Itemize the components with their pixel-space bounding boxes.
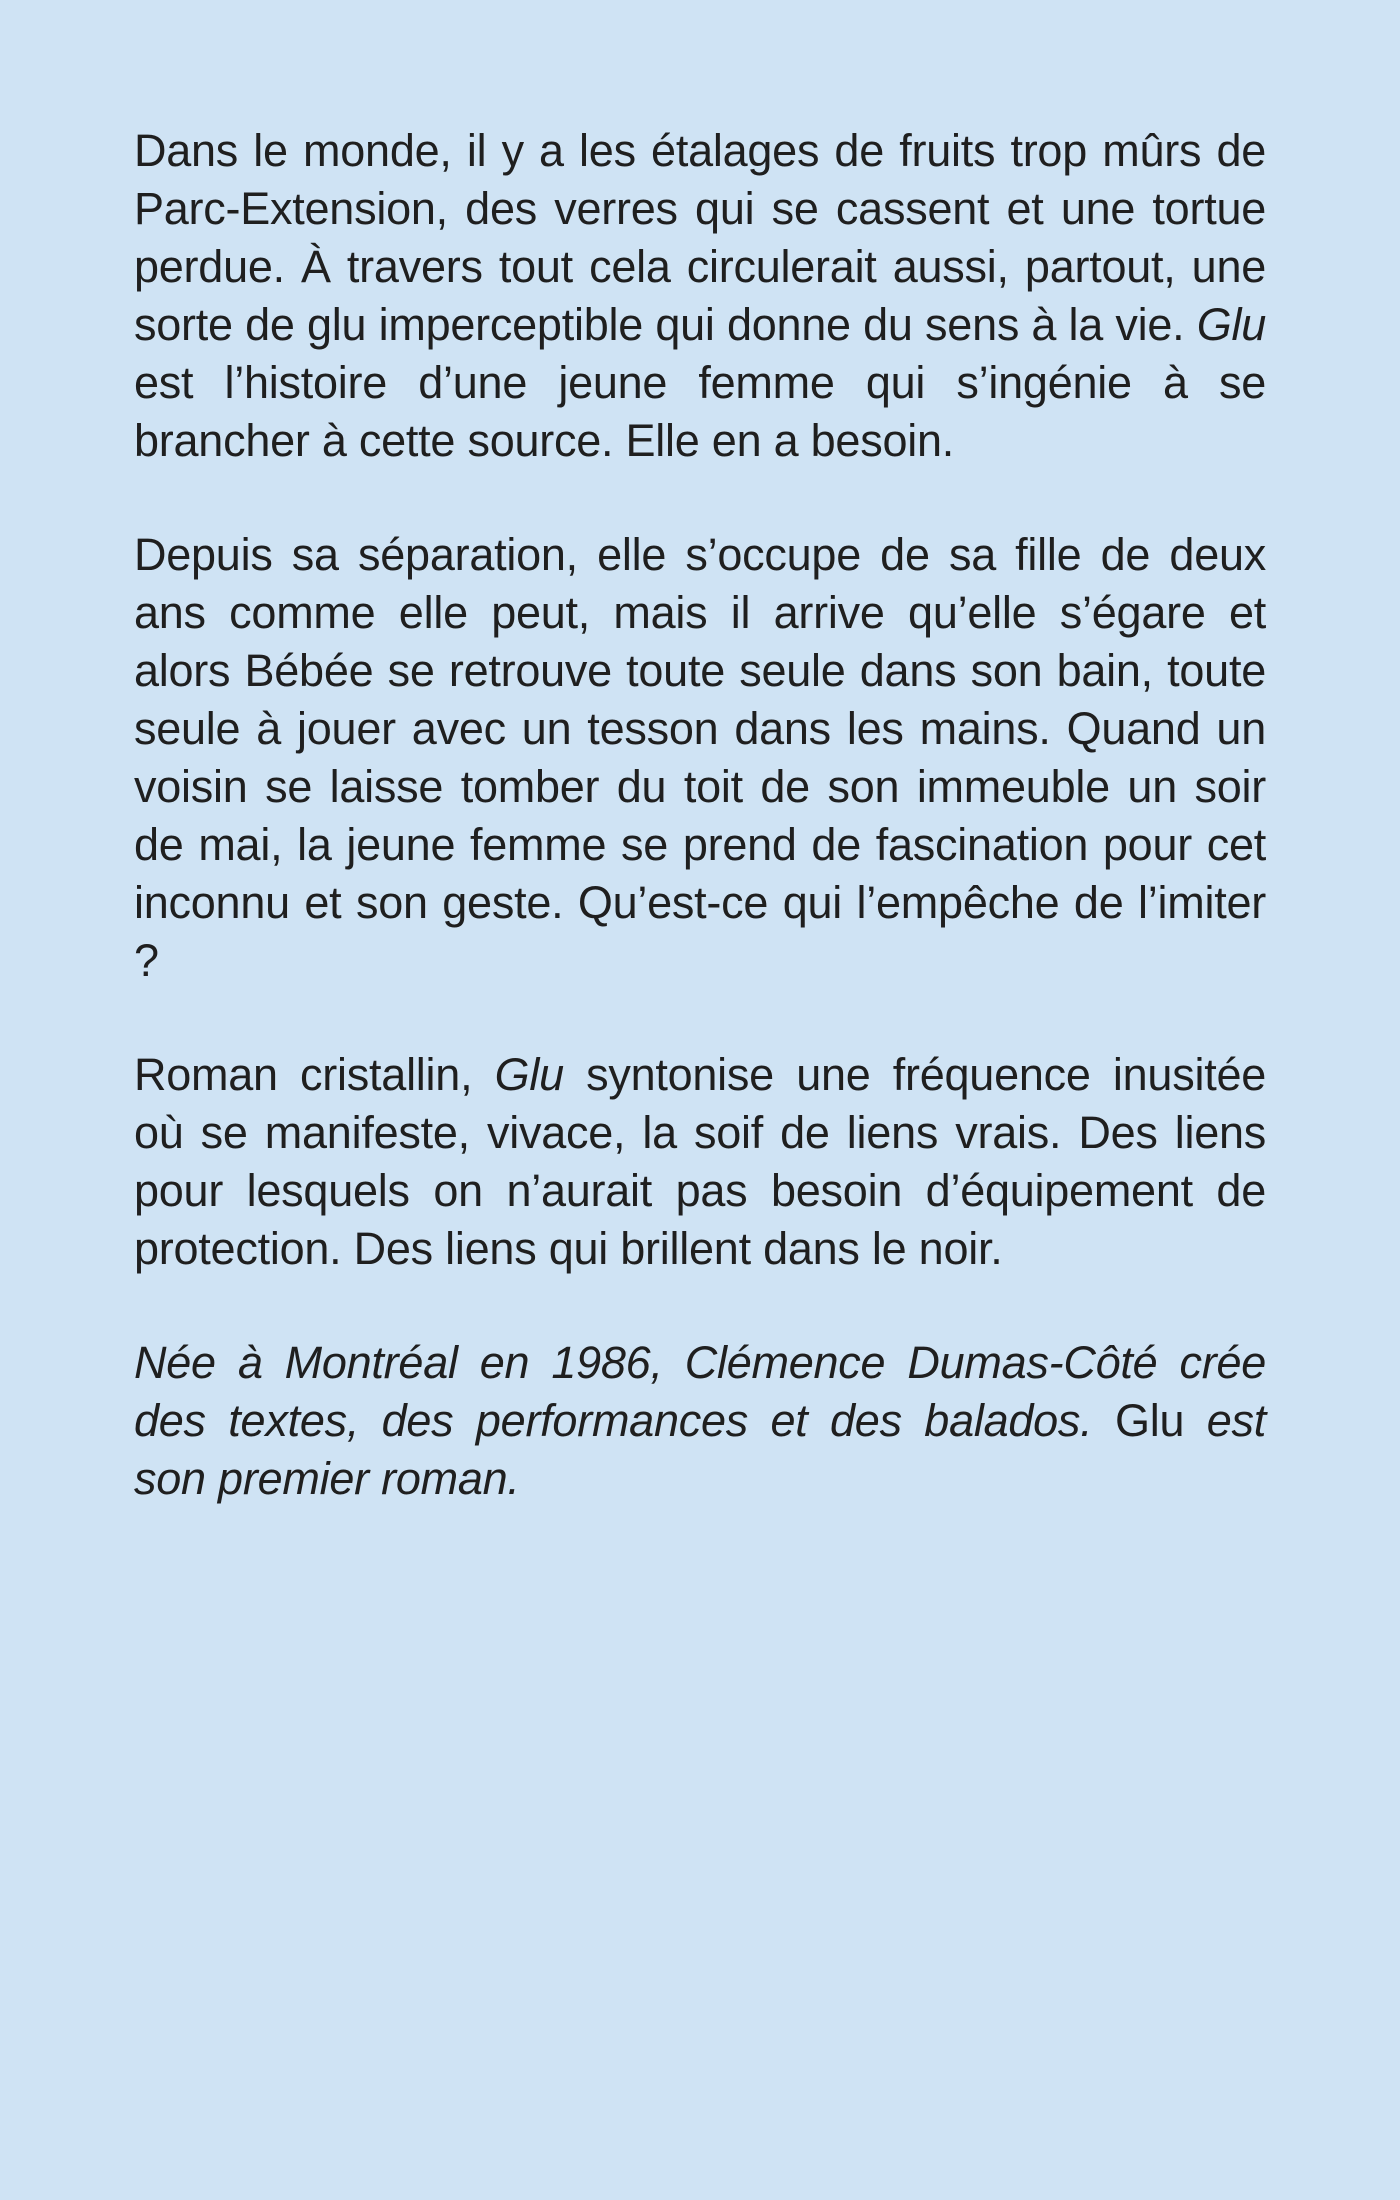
author-bio-text-a: Née à Montréal en 1986, Clémence Dumas-Côté crée des textes, des performances et des balados. xyxy=(134,1337,1266,1446)
description-paragraph-2 xyxy=(134,526,1266,990)
book-description xyxy=(134,122,1266,1508)
paragraph-1-text-a: Dans le monde, il y a les étalages de fruits trop mûrs de Parc-Extension, des verres qui se cassent et une tortue perdue. À travers tout cela circulerait aussi, partout, une sorte de glu imperceptible qui donne du sens à la vie. xyxy=(134,125,1266,350)
paragraph-2-text: Depuis sa séparation, elle s’occupe de sa fille de deux ans comme elle peut, mais il arrive qu’elle s’égare et alors Bébée se retrouve toute seule dans son bain, toute seule à jouer avec un tesson dans les mains. Quand un voisin se laisse tomber du toit de son immeuble un soir de mai, la jeune femme se prend de fascination pour cet inconnu et son geste. Qu’est-ce qui l’empêche de l’imiter ? xyxy=(134,529,1266,986)
paragraph-1-text-b: est l’histoire d’une jeune femme qui s’ingénie à se brancher à cette source. Elle en a besoin. xyxy=(134,357,1266,466)
book-title-roman: Glu xyxy=(1114,1395,1185,1446)
paragraph-3-text-a: Roman cristallin, xyxy=(134,1049,495,1100)
paragraph-3-text-b: syntonise une fréquence inusitée où se manifeste, vivace, la soif de liens vrais. Des liens pour lesquels on n’aurait pas besoin d’équipement de protection. Des liens qui brillent dans le noir. xyxy=(134,1049,1266,1274)
book-title-italic: Glu xyxy=(494,1049,564,1100)
author-bio xyxy=(134,1334,1266,1508)
author-bio-text-b: est son premier roman. xyxy=(134,1395,1266,1504)
description-paragraph-3 xyxy=(134,1046,1266,1278)
description-paragraph-1 xyxy=(134,122,1266,470)
book-title-italic: Glu xyxy=(1196,299,1266,350)
